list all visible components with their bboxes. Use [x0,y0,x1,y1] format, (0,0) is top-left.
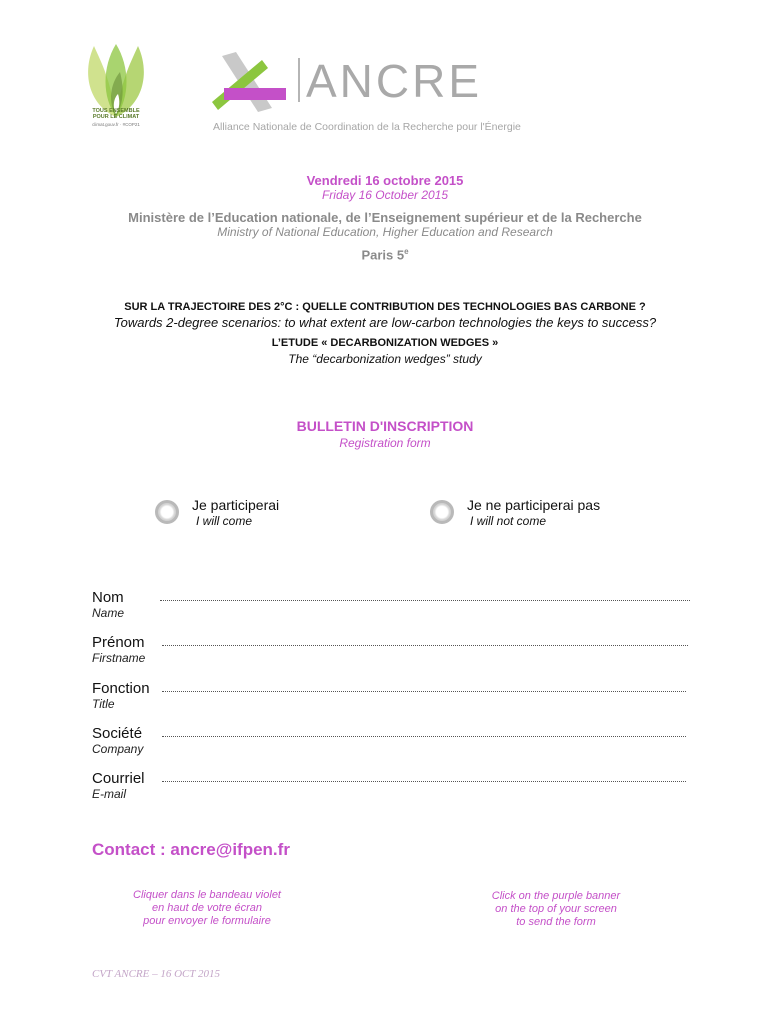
option-will-not-come-sub: I will not come [470,514,547,528]
ancre-wordmark: ANCRE [306,55,483,107]
field-nom [92,589,124,620]
title-input[interactable] [162,691,686,692]
field-courriel-sub: E-mail [92,787,127,801]
ancre-subtitle: Alliance Nationale de Coordination de la Recherche pour l'Énergie [213,121,521,133]
field-societe-sub: Company [92,742,144,756]
note-en-line: on the top of your screen [495,903,617,915]
form-title-en: Registration form [339,436,431,450]
footer-text: CVT ANCRE – 16 OCT 2015 [92,968,221,980]
company-input[interactable] [162,736,686,737]
note-fr-line: en haut de votre écran [151,902,263,914]
event-date-en: Friday 16 October 2015 [321,188,449,202]
ministry-fr: Ministère de l’Education nationale, de l’Enseignement supérieur et de la Recherche [128,210,642,225]
field-societe-label: Société [92,725,143,742]
field-nom-sub: Name [92,606,125,620]
firstname-input[interactable] [162,645,688,646]
study-title-en: The “decarbonization wedges” study [288,352,482,366]
form-title-fr: BULLETIN D'INSCRIPTION [296,418,474,434]
field-prenom-label: Prénom [92,634,145,651]
topic-title-en: Towards 2-degree scenarios: to what extent are low-carbon technologies the keys to success? [113,315,657,330]
contact-link[interactable]: Contact : ancre@ifpen.fr [92,840,290,859]
ancre-emblem-icon [210,50,300,115]
note-en-line: to send the form [516,916,596,928]
event-location-sup: e [404,247,409,256]
event-location-city: Paris 5 [361,247,405,263]
radio-will-come[interactable] [155,500,179,524]
name-input[interactable] [160,600,690,601]
field-fonction-label: Fonction [92,680,150,697]
climate-logo-text-3: climat.gouv.fr · #COP21 [92,122,140,127]
climate-logo-text-2: POUR LE CLIMAT [92,114,140,120]
field-prenom [92,634,145,665]
field-prenom-sub: Firstname [92,651,146,665]
field-fonction-sub: Title [92,697,115,711]
note-en-line: Click on the purple banner [491,890,621,902]
email-input[interactable] [162,781,686,782]
note-fr-line: Cliquer dans le bandeau violet [133,889,281,901]
note-fr-line: pour envoyer le formulaire [143,915,271,927]
event-location [0,247,770,262]
field-courriel [92,770,145,801]
topic-title-fr: SUR LA TRAJECTOIRE DES 2°C : QUELLE CONTRIBUTION DES TECHNOLOGIES BAS CARBONE ? [124,301,646,313]
climate-logo-text-1: TOUS ENSEMBLE [92,108,140,114]
study-title-fr: L’ETUDE « DECARBONIZATION WEDGES » [271,337,499,349]
radio-will-not-come[interactable] [430,500,454,524]
field-societe [92,725,143,756]
ancre-logo [210,50,555,115]
field-fonction [92,680,150,711]
option-will-come-label: Je participerai [192,497,280,513]
note-en [456,890,656,929]
field-nom-label: Nom [92,589,124,606]
option-will-not-come-label: Je ne participerai pas [467,497,601,513]
option-will-come-sub: I will come [196,514,253,528]
climate-logo [80,42,152,142]
event-date-fr: Vendredi 16 octobre 2015 [306,173,464,188]
ministry-en: Ministry of National Education, Higher Education and Research [217,225,553,239]
note-fr [107,889,307,928]
field-courriel-label: Courriel [92,770,145,787]
